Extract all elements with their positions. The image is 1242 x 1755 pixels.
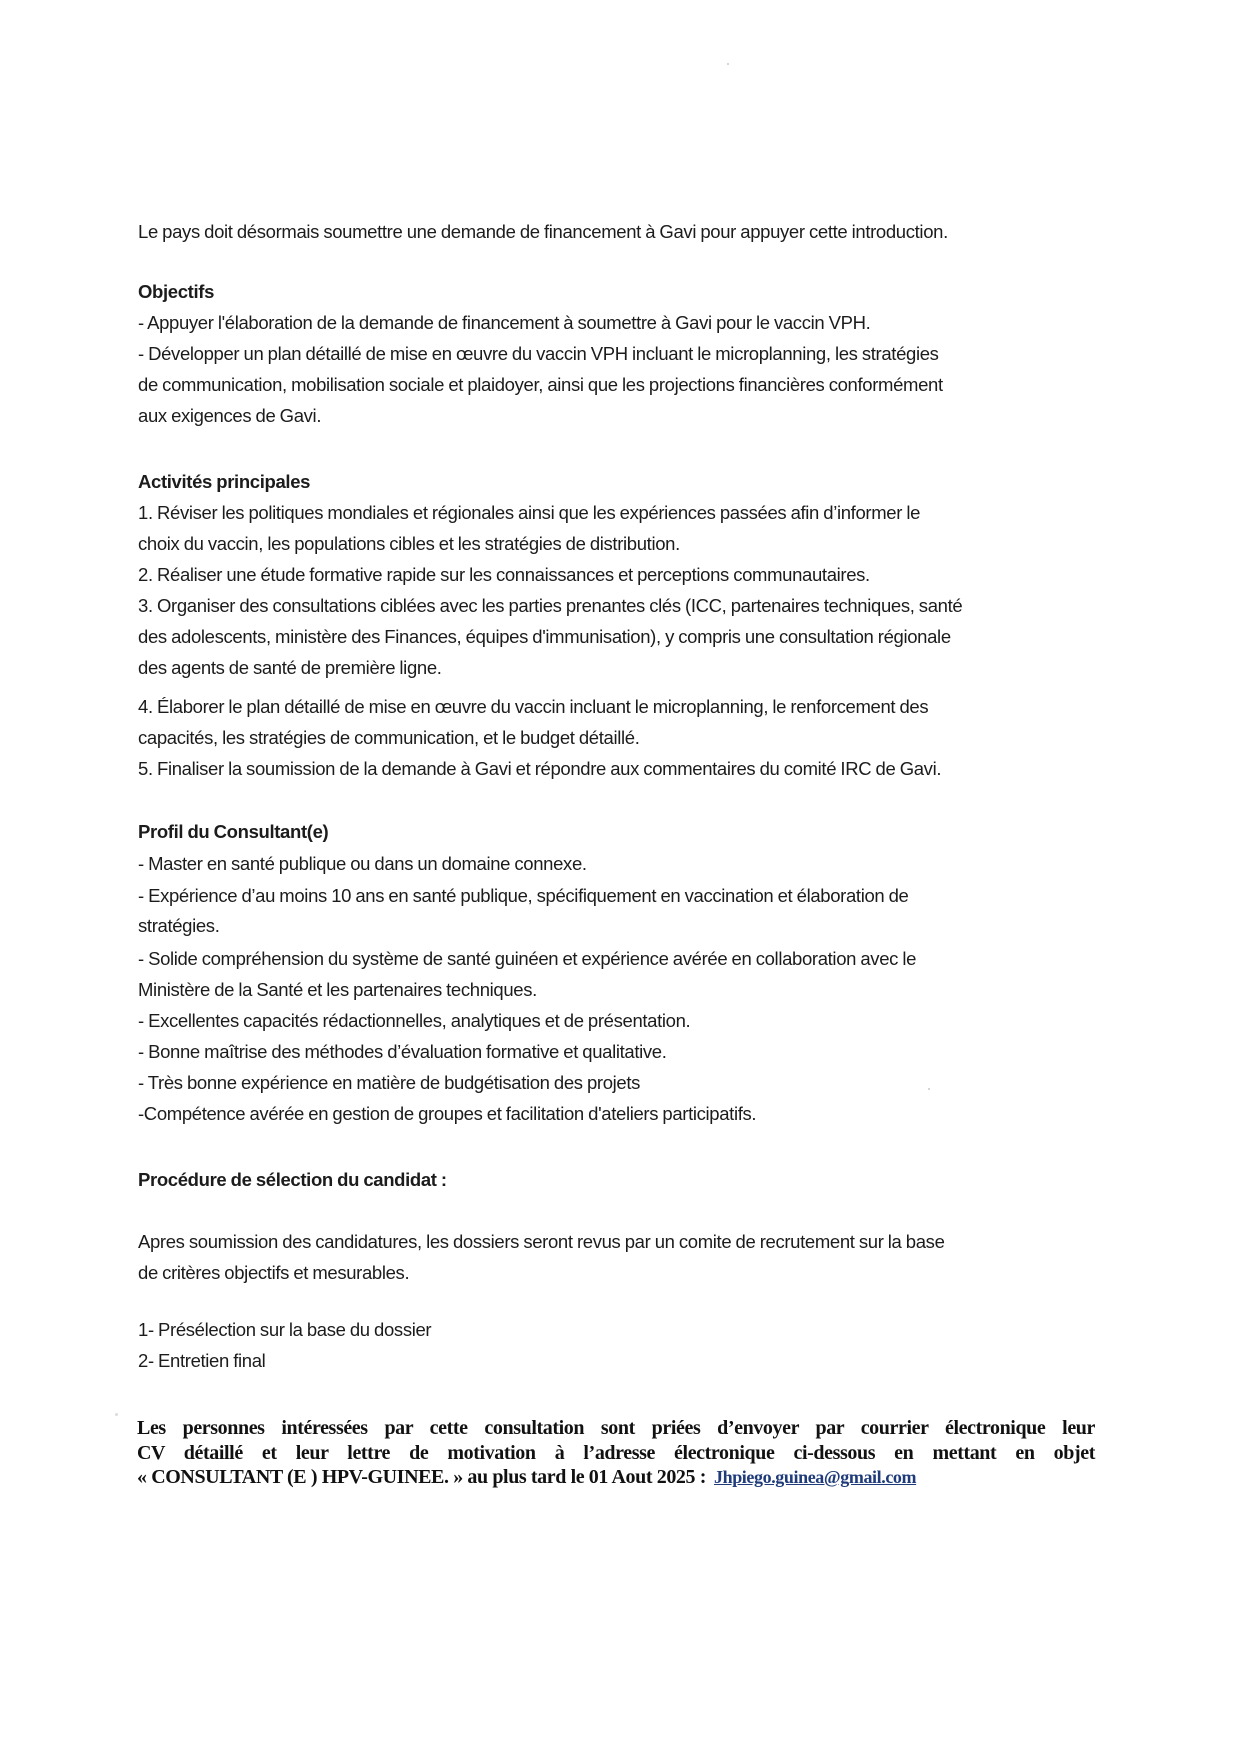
activity-line: 1. Réviser les politiques mondiales et régionales ainsi que les expériences passées afin d’informer le	[138, 502, 921, 523]
profile-line: Ministère de la Santé et les partenaires techniques.	[138, 979, 537, 1000]
objective-line: aux exigences de Gavi.	[138, 405, 322, 426]
selection-paragraph-line: de critères objectifs et mesurables.	[138, 1262, 410, 1283]
notice-deadline-text: « CONSULTANT (E ) HPV-GUINEE. » au plus tard le 01 Aout 2025 :	[137, 1466, 706, 1488]
profile-heading: Profil du Consultant(e)	[138, 821, 329, 842]
profile-line: - Excellentes capacités rédactionnelles, analytiques et de présentation.	[138, 1010, 691, 1031]
scan-speck	[928, 1088, 930, 1090]
activity-line: 4. Élaborer le plan détaillé de mise en œuvre du vaccin incluant le microplanning, le renforcement des	[138, 696, 929, 717]
selection-step: 1- Présélection sur la base du dossier	[138, 1319, 432, 1340]
scan-speck	[727, 63, 729, 65]
application-notice	[137, 1416, 1095, 1490]
profile-line: - Très bonne expérience en matière de budgétisation des projets	[138, 1072, 641, 1093]
notice-line-2: CV détaillé et leur lettre de motivation à l’adresse électronique ci-dessous en mettant en objet	[137, 1441, 1095, 1464]
activity-line: 2. Réaliser une étude formative rapide sur les connaissances et perceptions communautaires.	[138, 564, 870, 585]
activity-line: des adolescents, ministère des Finances, équipes d'immunisation), y compris une consultation régionale	[138, 626, 951, 647]
notice-line-1: Les personnes intéressées par cette consultation sont priées d’envoyer par courrier électronique leur	[137, 1417, 1095, 1439]
objectives-heading: Objectifs	[138, 281, 215, 302]
selection-heading: Procédure de sélection du candidat :	[138, 1169, 447, 1190]
activity-line: choix du vaccin, les populations cibles et les stratégies de distribution.	[138, 533, 680, 554]
activities-heading: Activités principales	[138, 471, 311, 492]
profile-line: - Solide compréhension du système de santé guinéen et expérience avérée en collaboration avec le	[138, 948, 917, 969]
selection-paragraph-line: Apres soumission des candidatures, les dossiers seront revus par un comite de recrutement sur la base	[138, 1231, 945, 1252]
selection-step: 2- Entretien final	[138, 1350, 266, 1371]
activity-line: 3. Organiser des consultations ciblées avec les parties prenantes clés (ICC, partenaires techniques, santé	[138, 595, 963, 616]
activity-line: 5. Finaliser la soumission de la demande à Gavi et répondre aux commentaires du comité IRC de Gavi.	[138, 758, 942, 779]
profile-line: - Master en santé publique ou dans un domaine connexe.	[138, 853, 587, 874]
profile-line: stratégies.	[138, 915, 220, 936]
profile-line: -Compétence avérée en gestion de groupes et facilitation d'ateliers participatifs.	[138, 1103, 757, 1124]
objective-line: - Appuyer l'élaboration de la demande de financement à soumettre à Gavi pour le vaccin VPH.	[138, 312, 871, 333]
scan-speck	[115, 1413, 118, 1416]
activity-line: des agents de santé de première ligne.	[138, 657, 442, 678]
profile-line: - Bonne maîtrise des méthodes d’évaluation formative et qualitative.	[138, 1041, 667, 1062]
objective-line: - Développer un plan détaillé de mise en œuvre du vaccin VPH incluant le microplanning, les stratégies	[138, 343, 939, 364]
activity-line: capacités, les stratégies de communication, et le budget détaillé.	[138, 727, 640, 748]
intro-paragraph: Le pays doit désormais soumettre une demande de financement à Gavi pour appuyer cette introduction.	[138, 221, 948, 242]
profile-line: - Expérience d’au moins 10 ans en santé publique, spécifiquement en vaccination et élaboration de	[138, 885, 909, 906]
contact-email-link[interactable]: Jhpiego.guinea@gmail.com	[713, 1467, 917, 1487]
notice-line-3	[137, 1465, 1095, 1490]
objective-line: de communication, mobilisation sociale et plaidoyer, ainsi que les projections financières conformément	[138, 374, 943, 395]
